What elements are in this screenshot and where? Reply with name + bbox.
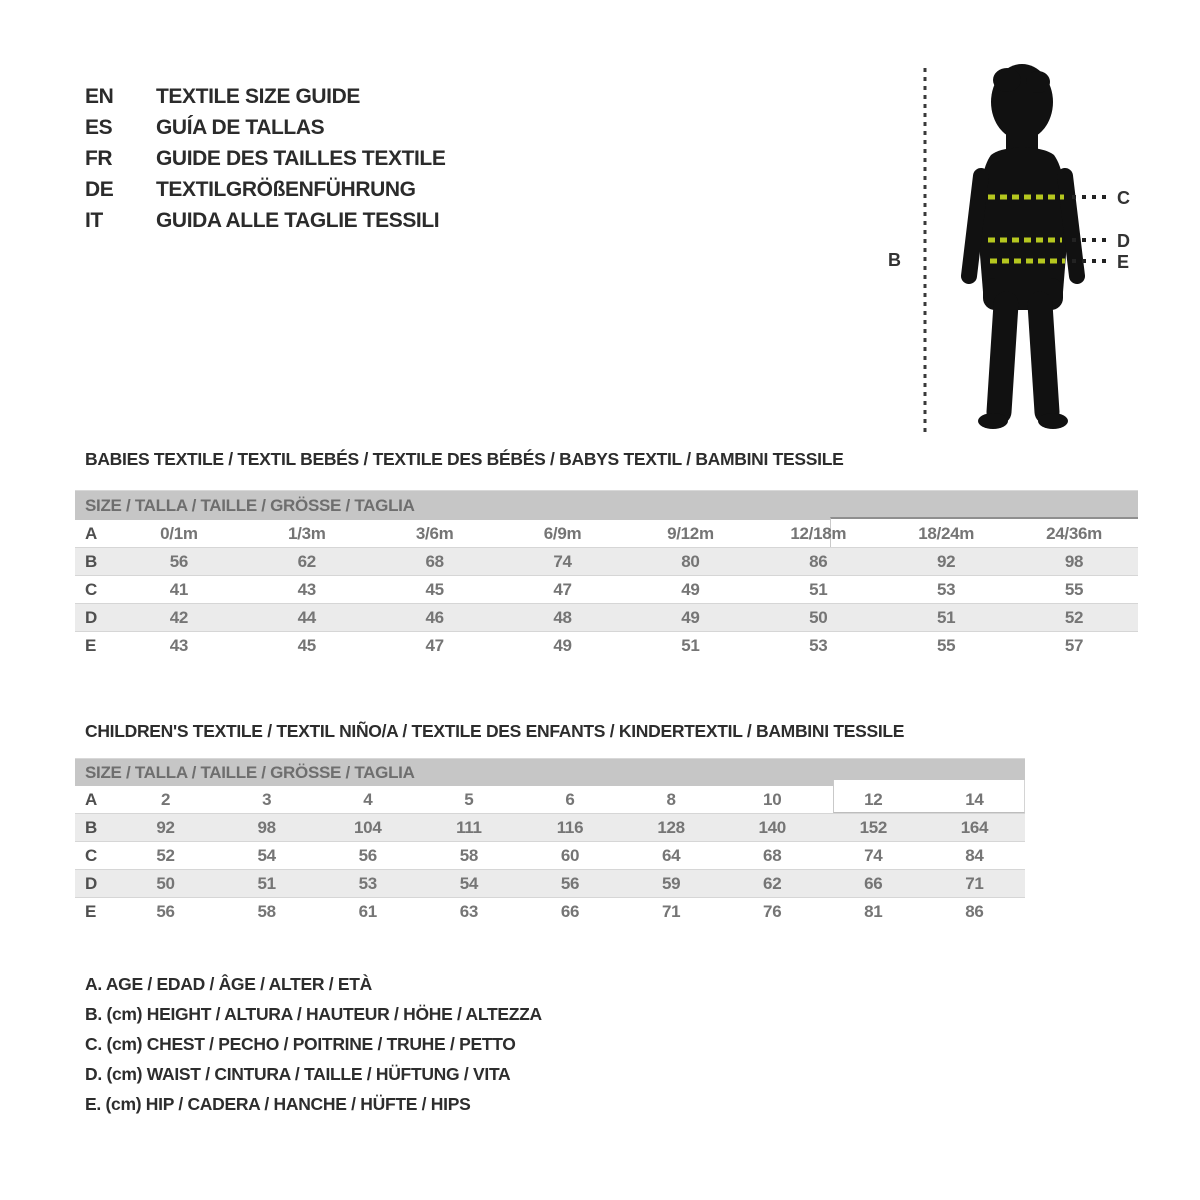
language-code: IT [85, 209, 103, 232]
size-cell: 10 [763, 790, 782, 809]
table-row-chest [75, 842, 1025, 870]
value-cell: 49 [681, 580, 700, 599]
value-cell: 53 [358, 874, 377, 893]
babies-section-heading: BABIES TEXTILE / TEXTIL BEBÉS / TEXTILE DES BÉBÉS / BABYS TEXTIL / BAMBINI TESSILE [85, 449, 844, 469]
size-cell: 12 [864, 790, 883, 809]
value-cell: 45 [297, 636, 316, 655]
language-title: GUIDE DES TAILLES TEXTILE [156, 147, 446, 170]
size-cell: 18/24m [918, 524, 975, 543]
size-cell: 12/18m [790, 524, 847, 543]
value-cell: 128 [657, 818, 685, 837]
value-cell: 54 [257, 846, 276, 865]
value-cell: 62 [763, 874, 782, 893]
value-cell: 43 [169, 636, 189, 655]
child-silhouette [969, 64, 1077, 429]
value-cell: 47 [425, 636, 444, 655]
row-label: C [85, 846, 97, 865]
size-cell: 9/12m [667, 524, 714, 543]
legend-item-hip: E. (cm) HIP / CADERA / HANCHE / HÜFTE / HIPS [85, 1094, 471, 1114]
language-row-es [85, 112, 445, 143]
value-cell: 57 [1064, 636, 1084, 655]
value-cell: 41 [169, 580, 189, 599]
value-cell: 71 [965, 874, 984, 893]
value-cell: 51 [809, 580, 828, 599]
value-cell: 56 [156, 902, 175, 921]
value-cell: 53 [937, 580, 956, 599]
value-cell: 56 [169, 552, 189, 571]
row-label: D [85, 608, 97, 627]
size-cell: 3 [262, 790, 272, 809]
size-cell: 0/1m [160, 524, 198, 543]
waist-label: D [1117, 231, 1130, 251]
value-cell: 61 [358, 902, 377, 921]
chest-label: C [1117, 188, 1130, 208]
row-label: C [85, 580, 97, 599]
value-cell: 56 [560, 874, 580, 893]
value-cell: 164 [960, 818, 989, 837]
size-cell: 3/6m [415, 524, 454, 543]
legend-item-age: A. AGE / EDAD / ÂGE / ALTER / ETÀ [85, 974, 372, 994]
children-section-heading: CHILDREN'S TEXTILE / TEXTIL NIÑO/A / TEXTILE DES ENFANTS / KINDERTEXTIL / BAMBINI TESSILE [85, 721, 905, 741]
language-row-de [85, 174, 445, 205]
children-size-table [75, 758, 1025, 926]
table-row-hip [75, 898, 1025, 926]
value-cell: 80 [681, 552, 700, 571]
size-cell: 5 [464, 790, 474, 809]
value-cell: 68 [425, 552, 444, 571]
language-title: GUÍA DE TALLAS [156, 116, 325, 139]
value-cell: 92 [156, 818, 175, 837]
value-cell: 49 [681, 608, 700, 627]
table-row-height [75, 548, 1138, 576]
value-cell: 86 [965, 902, 984, 921]
value-cell: 55 [937, 636, 956, 655]
value-cell: 62 [297, 552, 316, 571]
language-code: EN [85, 85, 114, 108]
value-cell: 116 [556, 818, 584, 837]
size-cell: 2 [160, 790, 171, 809]
value-cell: 111 [456, 818, 482, 837]
value-cell: 58 [257, 902, 276, 921]
legend-item-chest: C. (cm) CHEST / PECHO / POITRINE / TRUHE / PETTO [85, 1034, 516, 1054]
value-cell: 53 [809, 636, 828, 655]
language-title: TEXTILE SIZE GUIDE [156, 85, 360, 108]
row-label: D [85, 874, 97, 893]
value-cell: 44 [297, 608, 316, 627]
language-title: GUIDA ALLE TAGLIE TESSILI [156, 209, 440, 232]
value-cell: 48 [553, 608, 572, 627]
value-cell: 98 [257, 818, 276, 837]
measurement-legend [85, 969, 542, 1119]
table-row-waist [75, 870, 1025, 898]
value-cell: 50 [809, 608, 828, 627]
table-row-age [75, 786, 1025, 814]
language-row-fr [85, 143, 445, 174]
table-row-chest [75, 576, 1138, 604]
size-cell: 8 [666, 790, 676, 809]
value-cell: 51 [937, 608, 956, 627]
table-header-bar: SIZE / TALLA / TAILLE / GRÖSSE / TAGLIA [75, 758, 1025, 786]
language-code: FR [85, 147, 113, 170]
value-cell: 84 [965, 846, 984, 865]
size-cell: 14 [965, 790, 984, 809]
height-label: B [888, 250, 901, 270]
value-cell: 50 [156, 874, 175, 893]
value-cell: 43 [297, 580, 316, 599]
value-cell: 49 [553, 636, 572, 655]
value-cell: 74 [864, 846, 883, 865]
value-cell: 51 [681, 636, 700, 655]
value-cell: 81 [864, 902, 883, 921]
row-label: A [85, 524, 97, 543]
table-header-bar: SIZE / TALLA / TAILLE / GRÖSSE / TAGLIA [75, 490, 1138, 520]
babies-size-table [75, 490, 1138, 660]
table-row-height [75, 814, 1025, 842]
value-cell: 71 [661, 902, 681, 921]
value-cell: 140 [758, 818, 786, 837]
value-cell: 68 [763, 846, 782, 865]
value-cell: 76 [763, 902, 782, 921]
language-list [85, 81, 445, 236]
value-cell: 92 [937, 552, 956, 571]
size-cell: 6 [565, 790, 575, 809]
row-label: B [85, 552, 97, 571]
value-cell: 104 [354, 818, 382, 837]
value-cell: 58 [459, 846, 479, 865]
size-cell: 6/9m [543, 524, 582, 543]
value-cell: 66 [560, 902, 580, 921]
row-label: A [85, 790, 97, 809]
table-row-waist [75, 604, 1138, 632]
child-silhouette-figure [860, 40, 1160, 460]
value-cell: 45 [425, 580, 444, 599]
hip-label: E [1117, 252, 1130, 272]
value-cell: 66 [864, 874, 883, 893]
legend-item-waist: D. (cm) WAIST / CINTURA / TAILLE / HÜFTUNG / VITA [85, 1064, 511, 1084]
size-cell: 24/36m [1046, 524, 1102, 543]
row-label: E [85, 902, 97, 921]
row-label: E [85, 636, 97, 655]
size-cell: 4 [363, 790, 373, 809]
value-cell: 60 [560, 846, 580, 865]
value-cell: 56 [358, 846, 377, 865]
value-cell: 54 [459, 874, 479, 893]
value-cell: 64 [661, 846, 681, 865]
value-cell: 52 [1064, 608, 1084, 627]
value-cell: 42 [169, 608, 189, 627]
value-cell: 63 [459, 902, 479, 921]
table-row-age [75, 520, 1138, 548]
row-label: B [85, 818, 97, 837]
value-cell: 51 [257, 874, 276, 893]
language-code: ES [85, 116, 113, 139]
value-cell: 55 [1064, 580, 1084, 599]
language-title: TEXTILGRÖßENFÜHRUNG [156, 178, 416, 201]
value-cell: 98 [1064, 552, 1084, 571]
legend-item-height: B. (cm) HEIGHT / ALTURA / HAUTEUR / HÖHE / ALTEZZA [85, 1004, 542, 1024]
language-code: DE [85, 178, 114, 201]
value-cell: 74 [553, 552, 572, 571]
table-row-hip [75, 632, 1138, 660]
language-row-it [85, 205, 445, 236]
value-cell: 152 [859, 818, 888, 837]
value-cell: 46 [425, 608, 444, 627]
language-row-en [85, 81, 445, 112]
value-cell: 59 [661, 874, 681, 893]
value-cell: 47 [553, 580, 572, 599]
value-cell: 52 [156, 846, 175, 865]
value-cell: 86 [809, 552, 828, 571]
size-cell: 1/3m [288, 524, 326, 543]
